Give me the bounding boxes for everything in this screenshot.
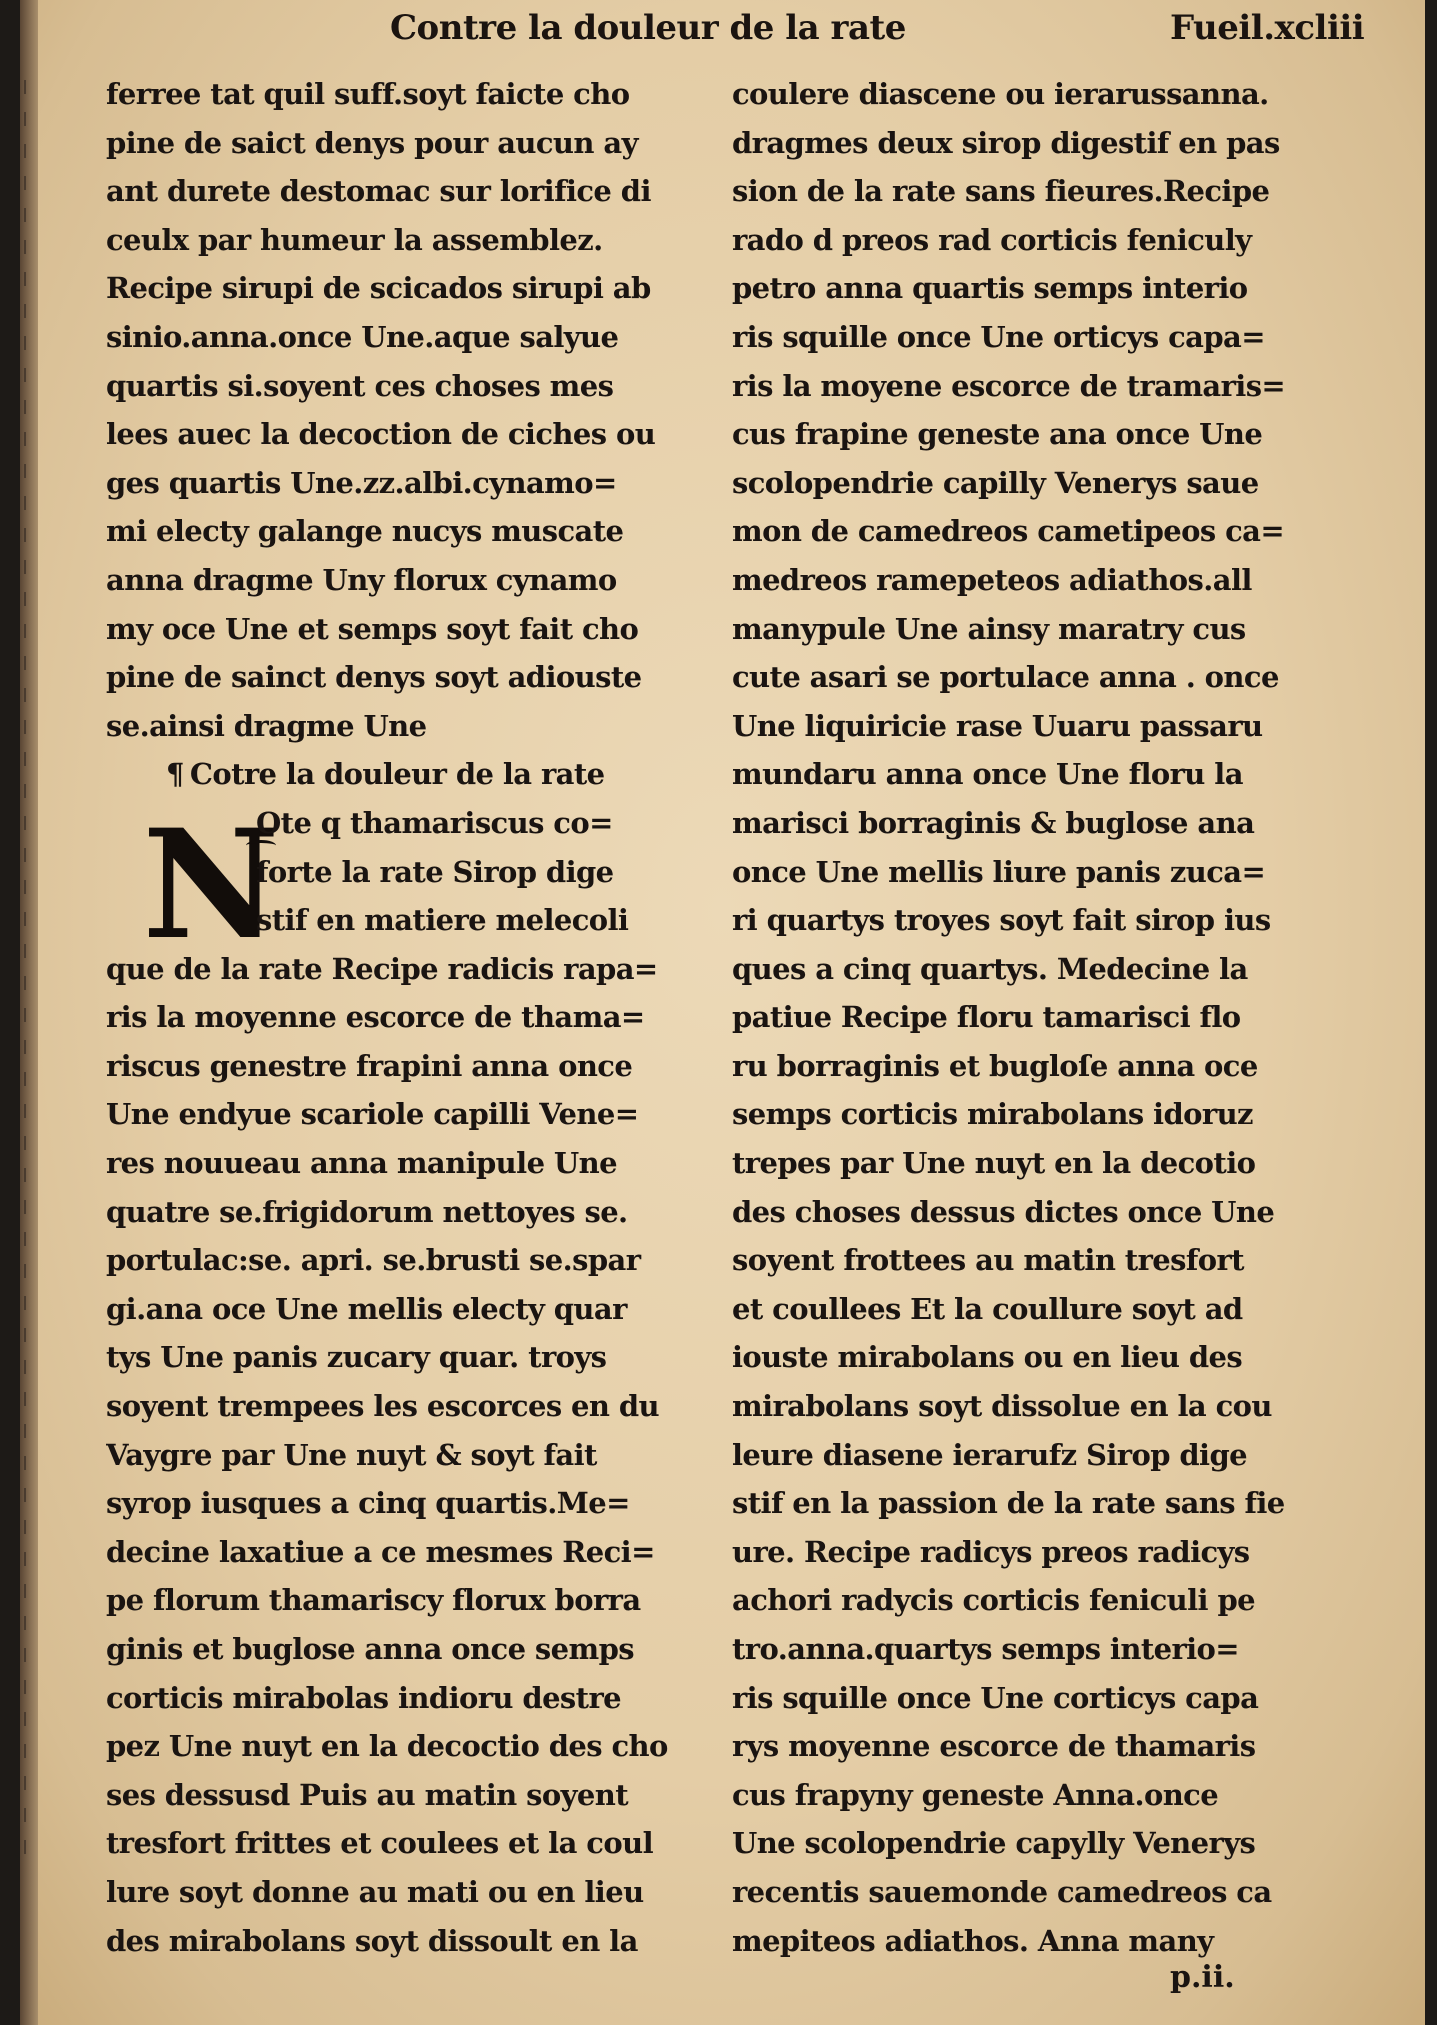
text-line: my oce Une et semps soyt fait cho [106, 611, 639, 646]
text-line: cus frapine geneste ana once Une [732, 417, 1263, 452]
text-line: pine de sainct denys soyt adiouste [106, 660, 642, 695]
text-line: mon de camedreos cametipeos ca= [732, 514, 1285, 549]
text-line: manypule Une ainsy maratry cus [732, 611, 1246, 646]
text-line: ceulx par humeur la assemblez. [106, 222, 603, 257]
text-line: patiue Recipe floru tamarisci flo [732, 1000, 1241, 1035]
text-line: portulac:se. apri. se.brusti se.spar [106, 1243, 641, 1278]
text-line: syrop iusques a cinq quartis.Me= [106, 1486, 630, 1521]
text-line: cus frapyny geneste Anna.once [732, 1777, 1219, 1812]
text-line: lees auec la decoction de ciches ou [106, 417, 656, 452]
running-head-title: Contre la douleur de la rate [390, 8, 906, 48]
text-line: decine laxatiue a ce mesmes Reci= [106, 1534, 655, 1569]
text-line: ris squille once Une orticys capa= [732, 319, 1265, 354]
text-line: ru borraginis et bugloſe anna oce [732, 1048, 1258, 1083]
text-line: ferree tat quil suff.soyt faicte cho [106, 77, 630, 111]
text-line: corticis mirabolas indioru destre [106, 1680, 621, 1715]
text-line: semps corticis mirabolans idoruz [732, 1097, 1253, 1132]
text-line: pine de saict denys pour aucun ay [106, 125, 638, 160]
text-line: ure. Recipe radicys preos radicys [732, 1534, 1250, 1569]
right-column [732, 70, 1332, 1965]
paragraph-mark-icon: ¶ [166, 757, 184, 792]
drop-cap-initial: N [136, 810, 286, 960]
text-line: et coullees Et la coullure soyt ad [732, 1291, 1243, 1326]
left-column [106, 70, 706, 1965]
text-line: mi electy galange nucys muscate [106, 514, 624, 549]
text-line: coulere diascene ou ierarussanna. [732, 77, 1269, 111]
text-line: mirabolans soyt dissolue en la cou [732, 1389, 1272, 1424]
text-line: sion de la rate sans fieures.Recipe [732, 174, 1270, 209]
text-line: ris la moyene escorce de tramaris= [732, 368, 1286, 403]
gutter-marks [24, 80, 34, 1854]
text-line: soyent trempees les escorces en du [106, 1389, 660, 1424]
text-line: que de la rate Recipe radicis rapa= [106, 951, 658, 986]
text-line: gi.ana oce Une mellis electy quar [106, 1291, 627, 1326]
text-line: ses dessusd Puis au matin soyent [106, 1777, 628, 1812]
text-line: rys moyenne escorce de thamaris [732, 1729, 1256, 1764]
text-line: se.ainsi dragme Une [106, 708, 427, 743]
text-line: scolopendrie capilly Venerys saue [732, 465, 1259, 500]
text-line: Vaygre par Une nuyt & soyt fait [106, 1437, 597, 1472]
text-line: leure diasene ierarufz Sirop dige [732, 1437, 1247, 1472]
text-line: soyent frottees au matin tresfort [732, 1243, 1244, 1278]
text-line: pe florum thamariscy florux borra [106, 1583, 641, 1618]
text-line: ris la moyenne escorce de thama= [106, 1000, 645, 1035]
text-line: quatre se.frigidorum nettoyes se. [106, 1194, 628, 1229]
text-line: trepes par Une nuyt en la decotio [732, 1146, 1256, 1181]
text-line: petro anna quartis semps interio [732, 271, 1248, 306]
text-line: achori radycis corticis feniculi pe [732, 1583, 1255, 1618]
text-line: des choses dessus dictes once Une [732, 1194, 1275, 1229]
text-line: forte la rate Sirop dige [256, 854, 614, 889]
text-line: riscus genestre frapini anna once [106, 1048, 633, 1083]
text-line: rado d preos rad corticis feniculy [732, 222, 1252, 257]
text-line: tresfort frittes et coulees et la coul [106, 1826, 653, 1861]
text-line: res nouueau anna manipule Une [106, 1146, 617, 1181]
text-line: ques a cinq quartys. Medecine la [732, 951, 1248, 986]
running-head [390, 8, 1390, 56]
text-line: stif en la passion de la rate sans fie [732, 1486, 1285, 1521]
text-line: ri quartys troyes soyt fait sirop ius [732, 903, 1271, 938]
text-line: iouste mirabolans ou en lieu des [732, 1340, 1243, 1375]
text-line: sinio.anna.once Une.aque salyue [106, 319, 619, 354]
text-line: lure soyt donne au mati ou en lieu [106, 1874, 644, 1909]
text-line: marisci borraginis & buglose ana [732, 805, 1255, 840]
text-line: des mirabolans soyt dissoult en la [106, 1923, 638, 1958]
text-line: tys Une panis zucary quar. troys [106, 1340, 607, 1375]
text-line: once Une mellis liure panis zuca= [732, 854, 1266, 889]
text-line: ris squille once Une corticys capa [732, 1680, 1259, 1715]
text-line: quartis si.soyent ces choses mes [106, 368, 614, 403]
text-line: Recipe sirupi de scicados sirupi ab [106, 271, 651, 306]
text-line: Une scolopendrie capylly Venerys [732, 1826, 1256, 1861]
text-line: anna dragme Uny florux cynamo [106, 562, 617, 597]
signature-mark: p.ii. [1170, 1960, 1235, 1995]
text-line: cute asari se portulace anna . once [732, 660, 1279, 695]
text-line: mepiteos adiathos. Anna many [732, 1923, 1214, 1958]
text-line: pez Une nuyt en la decoctio des cho [106, 1729, 668, 1764]
text-line: Une liquiricie rase Uuaru passaru [732, 708, 1263, 743]
book-page [20, 0, 1425, 2025]
text-line: ginis et buglose anna once semps [106, 1632, 634, 1666]
text-line: medreos ramepeteos adiathos.all [732, 562, 1252, 597]
text-line: stif en matiere melecoli [256, 903, 629, 938]
text-line: mundaru anna once Une floru la [732, 757, 1243, 792]
text-line: tro.anna.quartys semps interio= [732, 1632, 1239, 1666]
folio-number: Fueil.xcliii [1170, 8, 1365, 48]
text-line: dragmes deux sirop digestif en pas [732, 125, 1280, 160]
text-line: recentis sauemonde camedreos ca [732, 1874, 1272, 1909]
text-line: Une endyue scariole capilli Vene= [106, 1097, 639, 1132]
section-heading-text: Cotre la douleur de la rate [189, 757, 605, 792]
text-line: Ote q thamariscus co= [256, 805, 613, 840]
text-line: ant durete destomac sur lorifice di [106, 174, 651, 209]
section-heading [106, 750, 706, 799]
text-line: ges quartis Une.zz.albi.cynamo= [106, 465, 617, 500]
